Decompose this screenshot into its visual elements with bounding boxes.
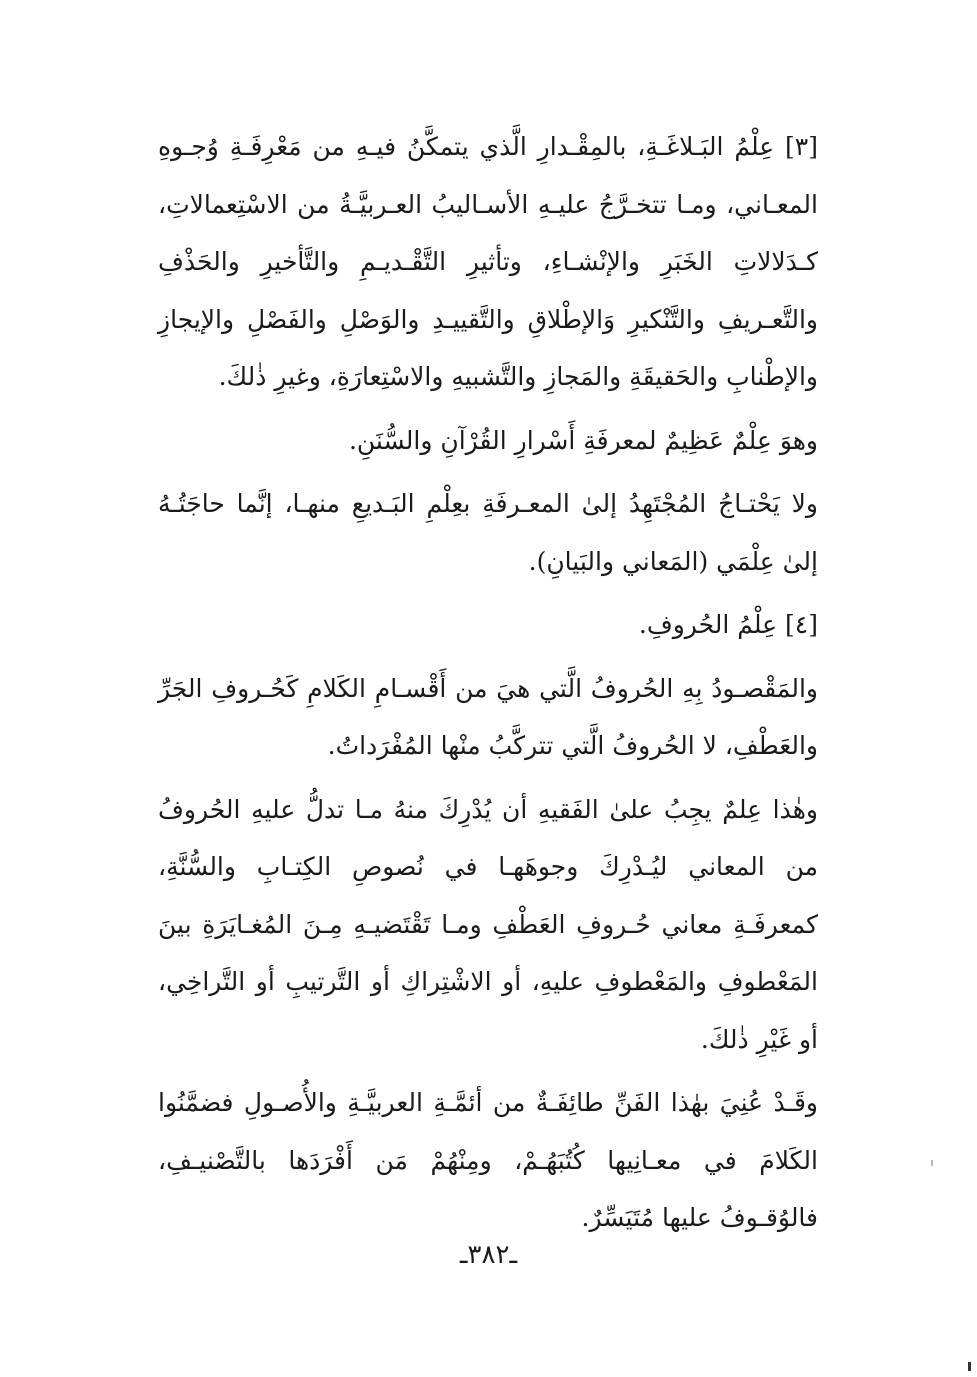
paragraph-huruf-usage: وهٰذا عِلمٌ يجِبُ علىٰ الفَقيهِ أن يُدْرِكَ منهُ مـا تدلُّ عليهِ الحُروفُ من المعاني ليُـدْرِكَ وجوهَهـا في نُصوصِ الكِتـابِ والسُّنَّةِ، كمعرفَـةِ معاني حُـروفِ العَطْفِ ومـا تَقْتَضيـهِ مِـنَ المُغـايَرَةِ بينَ المَعْطوفِ والمَعْطوفِ عليهِ، أو الاشْتِراكِ أو التَّرتيبِ أو التَّراخِي، أو غَيْرِ ذٰلكَ.: [158, 794, 818, 1054]
paragraph-huruf-definition: والمَقْصـودُ بِهِ الحُروفُ الَّتي هيَ من أَقْسـامِ الكَلامِ كَحُـروفِ الجَرِّ والعَطْفِ، لا الحُروفُ الَّتي تتركَّبُ منْها المُفْرَداتُ.: [158, 673, 818, 760]
paragraph-balagha: [٣] عِلْمُ البَـلاغَـةِ، بالمِقْـدارِ الَّذي يتمكَّنُ فيـهِ من مَعْرِفَـةِ وُجـوهِ المعـاني، ومـا تتخـرَّجُ عليـهِ الأسـاليبُ العـربيَّـةُ من الاسْتِعمالاتِ، كـدَلالاتِ الخَبَرِ والإنْشـاءِ، وتأثيرِ التَّقْـديـمِ والتَّأخيرِ والحَذْفِ والتَّعـريفِ والتَّنْكيرِ وَالإطْلاقِ والتَّقييـدِ والوَصْلِ والفَصْلِ والإيجازِ والإطْنابِ والحَقيقَةِ والمَجازِ والتَّشبيهِ والاسْتِعارَةِ، وغيرِ ذٰلكَ.: [158, 132, 818, 391]
scan-artifact-dot: [931, 1160, 933, 1166]
paragraph-huruf-sources: وقَـدْ عُنِيَ بهٰذا الفَنِّ طائِفَـةٌ من أئمَّـةِ العربيَّـةِ والأُصـولِ فضمَّنُوا الكَلامَ في معـانِيها كُتُبَهُـمْ، ومِنْهُمْ مَن أَفْرَدَها بالتَّصْنيـفِ، فالوُقـوفُ عليها مُتَيَسِّرٌ.: [158, 1088, 818, 1232]
paragraph-balagha-importance: وهوَ عِلْمٌ عَظِيمٌ لمعرفَةِ أَسْرارِ القُرْآنِ والسُّنَنِ.: [348, 425, 818, 455]
section-heading-huruf: [٤] عِلْمُ الحُروفِ.: [638, 610, 818, 639]
page-body: [158, 118, 818, 1253]
paragraph-badi-note: ولا يَحْتـاجُ المُجْتَهِدُ إلىٰ المعـرفَةِ بعِلْمِ البَـديعِ منهـا، إنَّما حاجَتُـهُ إلىٰ عِلْمَي (المَعاني والبَيانِ).: [158, 489, 818, 576]
page-number: ـ٣٨٢ـ: [459, 1240, 518, 1270]
scan-artifact-mark: [968, 1362, 971, 1371]
